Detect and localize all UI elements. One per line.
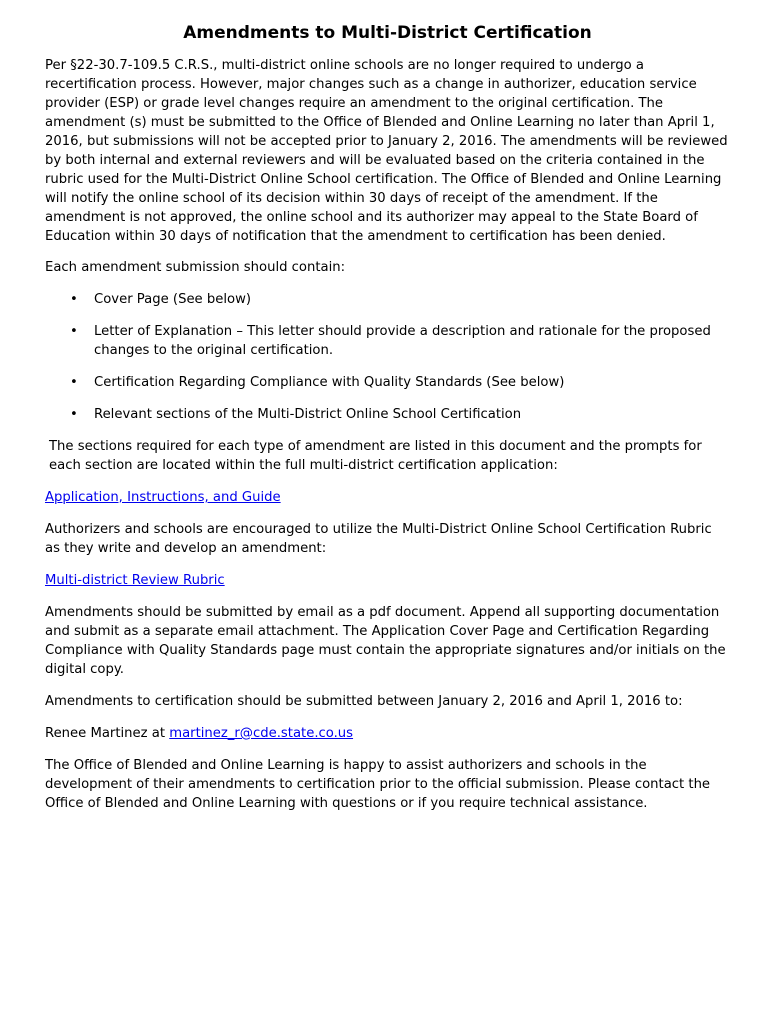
- list-item: [45, 290, 730, 309]
- encourage-paragraph: Authorizers and schools are encouraged to utilize the Multi-District Online School Certification Rubric as they write and develop an amendment:: [45, 522, 712, 556]
- dates-paragraph: Amendments to certification should be submitted between January 2, 2016 and April 1, 2016 to:: [45, 694, 683, 709]
- closing-paragraph: The Office of Blended and Online Learning is happy to assist authorizers and schools in the development of their amendments to certification prior to the official submission. Please contact the Office of Blended and Online Learning with questions or if you require technical assistance.: [45, 758, 711, 811]
- list-item: [45, 373, 730, 392]
- submission-contents-list: [45, 290, 730, 424]
- contain-intro: Each amendment submission should contain:: [45, 260, 346, 275]
- contact-paragraph: [45, 724, 730, 743]
- list-item-text: Letter of Explanation – This letter should provide a description and rationale for the proposed changes to the original certification.: [94, 324, 711, 358]
- bullet-icon: •: [70, 324, 78, 339]
- application-link-paragraph: [45, 488, 730, 507]
- list-item-text: Relevant sections of the Multi-District Online School Certification: [94, 407, 522, 422]
- rubric-link-paragraph: [45, 571, 730, 590]
- sections-paragraph: The sections required for each type of amendment are listed in this document and the prompts for each section are located within the full multi-district certification application:: [49, 439, 702, 473]
- list-item-text: Cover Page (See below): [94, 292, 252, 307]
- intro-paragraph: Per §22-30.7-109.5 C.R.S., multi-district online schools are no longer required to undergo a recertification process. However, major changes such as a change in authorizer, education service provider (ESP) or grade level changes require an amendment to the original certification. The amendment (s) must be submitted to the Office of Blended and Online Learning no later than April 1, 2016, but submissions will not be accepted prior to January 2, 2016. The amendments will be reviewed by both internal and external reviewers and will be evaluated based on the criteria contained in the rubric used for the Multi-District Online School certification. The Office of Blended and Online Learning will notify the online school of its decision within 30 days of receipt of the amendment. If the amendment is not approved, the online school and its authorizer may appeal to the State Board of Education within 30 days of notification that the amendment to certification has been denied.: [45, 58, 728, 244]
- list-item-text: Certification Regarding Compliance with Quality Standards (See below): [94, 375, 565, 390]
- page-title: Amendments to Multi-District Certification: [183, 23, 592, 43]
- bullet-icon: •: [70, 407, 78, 422]
- contact-email-link[interactable]: martinez_r@cde.state.co.us: [169, 726, 354, 741]
- contact-name: Renee Martinez at: [45, 726, 170, 741]
- list-item: [45, 322, 730, 360]
- submit-paragraph: Amendments should be submitted by email as a pdf document. Append all supporting documentation and submit as a separate email attachment. The Application Cover Page and Certification Regarding Compliance with Quality Standards page must contain the appropriate signatures and/or initials on the digital copy.: [45, 605, 726, 677]
- application-guide-link[interactable]: Application, Instructions, and Guide: [45, 490, 281, 505]
- list-item: [45, 405, 730, 424]
- bullet-icon: •: [70, 292, 78, 307]
- bullet-icon: •: [70, 375, 78, 390]
- review-rubric-link[interactable]: Multi-district Review Rubric: [45, 573, 225, 588]
